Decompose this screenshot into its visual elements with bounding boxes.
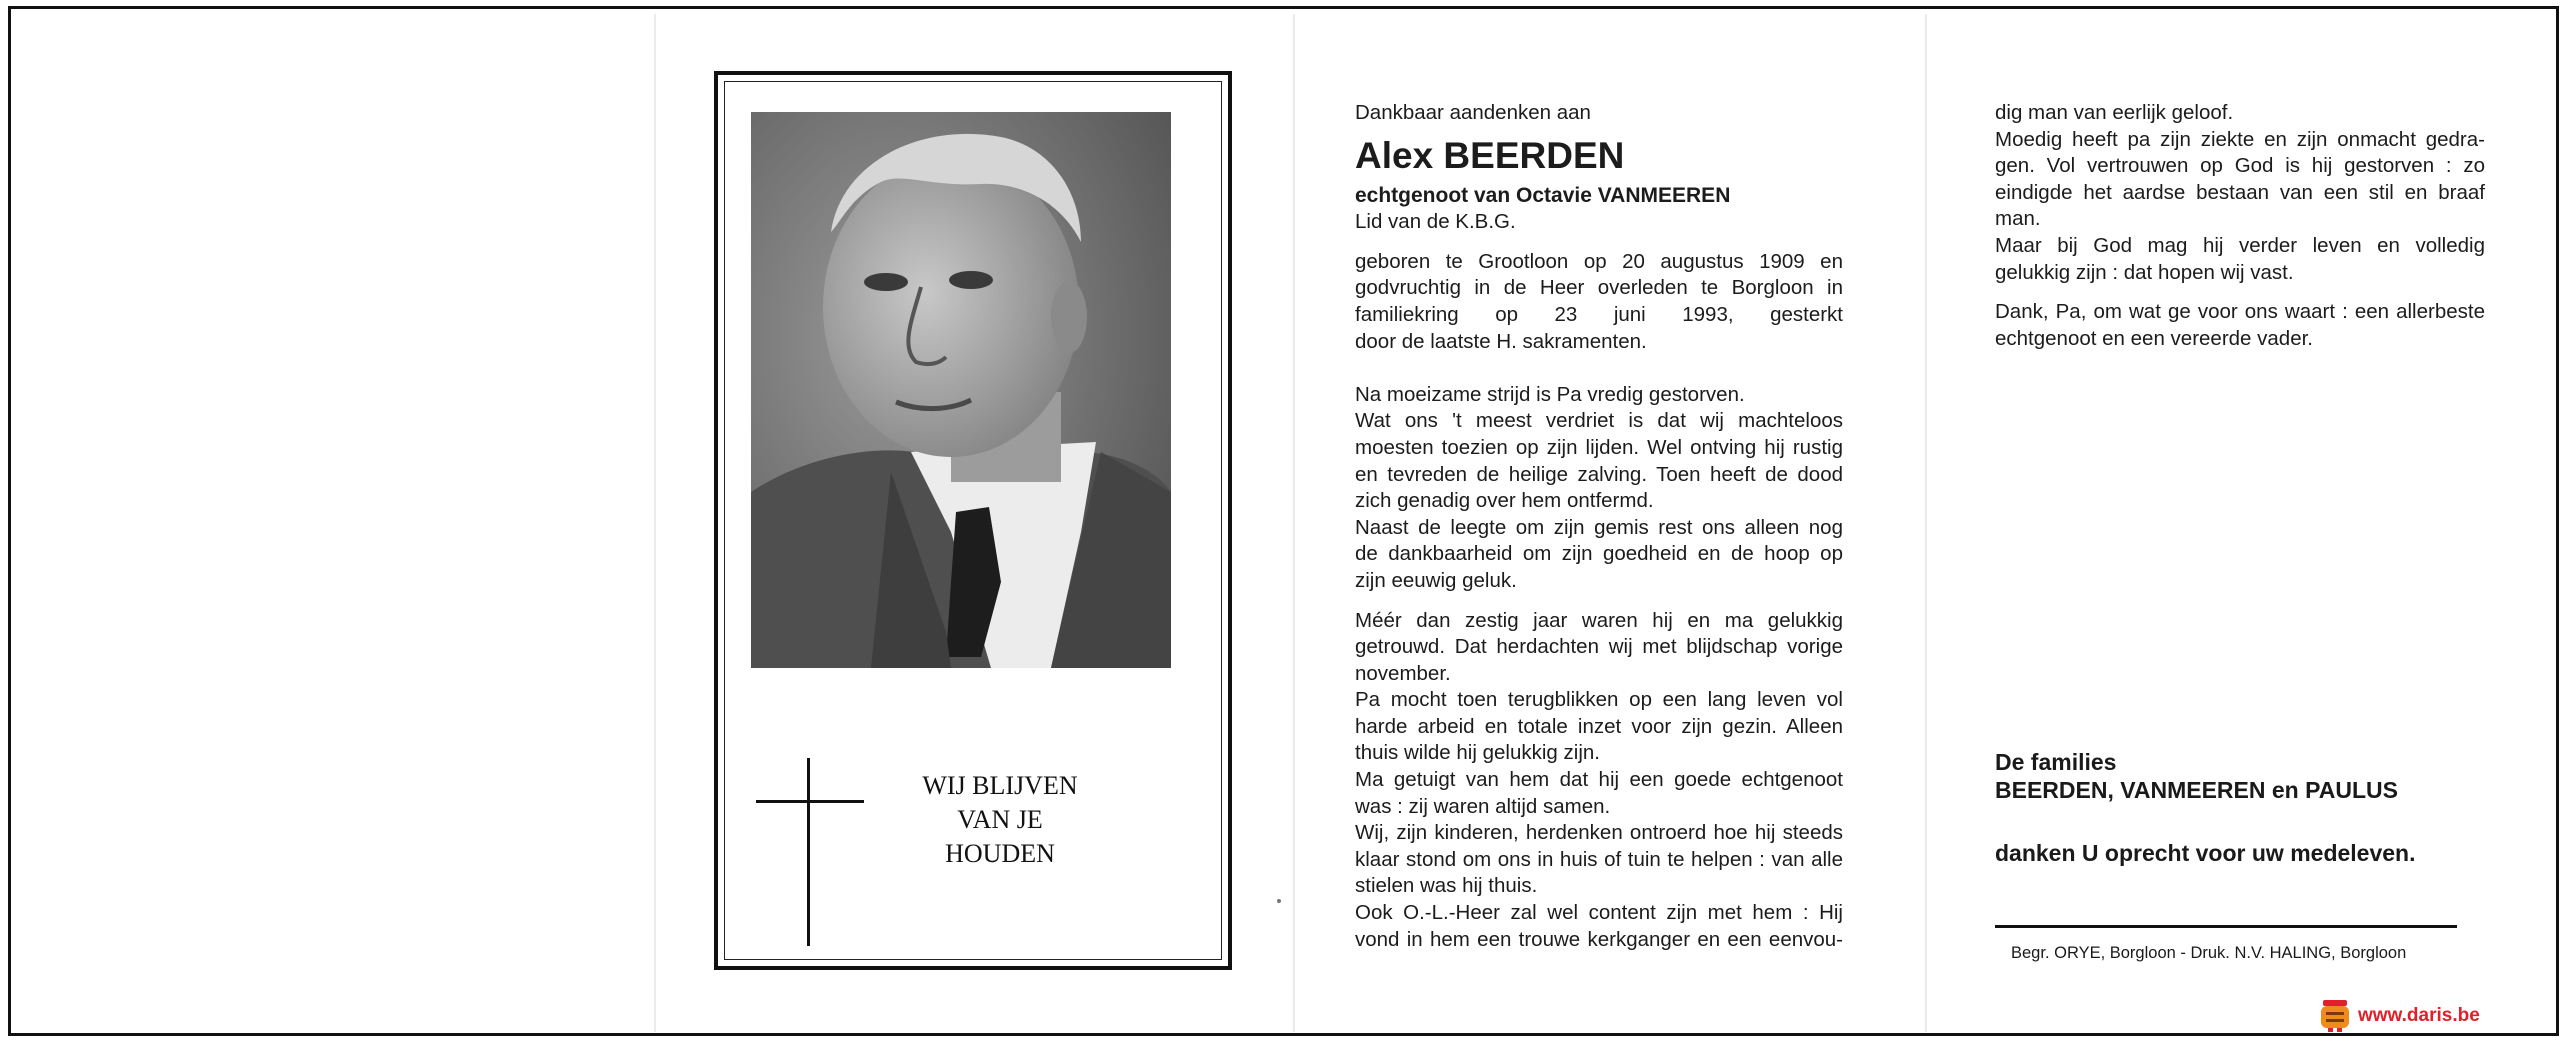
obituary-column-2 <box>1995 100 2485 352</box>
printer-credit: Begr. ORYE, Borgloon - Druk. N.V. HALING, Borgloon <box>2011 944 2407 962</box>
obituary-column-1 <box>1355 100 1843 953</box>
fold-line <box>1293 14 1295 1032</box>
motto-line: WIJ BLIJVEN <box>922 771 1078 800</box>
text-line: gen. Vol vertrouwen op God is hij gestorven : zo <box>1995 154 2485 178</box>
fold-line <box>654 14 656 1032</box>
text-line: Na moeizame strijd is Pa vredig gestorven. <box>1355 382 1745 406</box>
text-line: Dank, Pa, om wat ge voor ons waart : een allerbeste <box>1995 300 2485 324</box>
text-line: stielen was hij thuis. <box>1355 874 1538 898</box>
text-line: gelukkig zijn : dat hopen wij vast. <box>1995 260 2294 284</box>
text-line: Moedig heeft pa zijn ziekte en zijn onmacht gedra- <box>1995 127 2485 151</box>
text-line: en tevreden de heilige zalving. Toen heeft de dood <box>1355 462 1843 486</box>
gratitude-paragraph <box>1995 299 2485 352</box>
text-line: geboren te Grootloon op 20 augustus 1909 en <box>1355 249 1843 273</box>
text-line: moesten toezien op zijn lijden. Wel ontving hij rustig <box>1355 435 1843 459</box>
thanks-line: danken U oprecht voor uw medeleven. <box>1995 840 2416 866</box>
spouse-line: echtgenoot van Octavie VANMEEREN <box>1355 183 1731 207</box>
families-names: BEERDEN, VANMEEREN en PAULUS <box>1995 777 2398 803</box>
memorial-card-frame <box>714 71 1232 970</box>
speck <box>1277 899 1281 903</box>
text-line: Maar bij God mag hij verder leven en volledig <box>1995 233 2485 257</box>
watermark <box>2320 1000 2480 1032</box>
text-line: Ma getuigt van hem dat hij een goede echtgenoot <box>1355 768 1843 792</box>
families-heading: De families <box>1995 749 2117 775</box>
intro-line: Dankbaar aandenken aan <box>1355 101 1591 124</box>
text-line: dig man van eerlijk geloof. <box>1995 101 2234 124</box>
text-line: harde arbeid en totale inzet voor zijn gezin. Alleen <box>1355 714 1843 738</box>
text-line: eindigde het aardse bestaan van een stil en braaf <box>1995 180 2485 204</box>
text-line: klaar stond om ons in huis of tuin te helpen : van alle <box>1355 847 1843 871</box>
life-paragraph <box>1355 608 1843 954</box>
text-line: Pa mocht toen terugblikken op een lang leven vol <box>1355 688 1843 712</box>
daris-logo-icon <box>2320 1000 2350 1032</box>
text-line: thuis wilde hij gelukkig zijn. <box>1355 741 1600 765</box>
text-line: vond in hem een trouwe kerkganger en een eenvou- <box>1355 927 1843 951</box>
text-line: de dankbaarheid om zijn goedheid en de hoop op <box>1355 542 1843 566</box>
text-line: Wat ons 't meest verdriet is dat wij machteloos <box>1355 409 1843 433</box>
passing-paragraph <box>1355 382 1843 595</box>
portrait-photo-image <box>751 112 1171 668</box>
membership-line: Lid van de K.B.G. <box>1355 210 1516 234</box>
text-line: Naast de leegte om zijn gemis rest ons alleen nog <box>1355 515 1843 539</box>
divider <box>1995 925 2457 928</box>
deceased-name: Alex BEERDEN <box>1355 134 1625 176</box>
text-line: zijn eeuwig geluk. <box>1355 568 1517 592</box>
text-line: zich genadig over hem ontfermd. <box>1355 489 1654 513</box>
text-line: echtgenoot en een vereerde vader. <box>1995 326 2313 350</box>
text-line: familiekring op 23 juni 1993, gesterkt <box>1355 302 1843 326</box>
watermark-text: www.daris.be <box>2358 1005 2480 1026</box>
text-line: Ook O.-L.-Heer zal wel content zijn met hem : Hij <box>1355 901 1843 925</box>
text-line: getrouwd. Dat herdachten wij met blijdschap vorige <box>1355 635 1843 659</box>
birth-death-paragraph <box>1355 249 1843 355</box>
portrait-photo <box>751 112 1171 668</box>
text-line: was : zij waren altijd samen. <box>1355 794 1611 818</box>
motto-text <box>890 769 1110 871</box>
faith-paragraph <box>1995 100 2485 286</box>
text-line: man. <box>1995 207 2041 231</box>
text-line: door de laatste H. sakramenten. <box>1355 329 1647 353</box>
motto-line: HOUDEN <box>945 839 1055 868</box>
families-block <box>1995 748 2515 804</box>
text-line: godvruchtig in de Heer overleden te Borgloon in <box>1355 276 1843 300</box>
text-line: november. <box>1355 661 1451 685</box>
text-line: Méér dan zestig jaar waren hij en ma gelukkig <box>1355 608 1843 632</box>
fold-line <box>1925 14 1927 1032</box>
cross-icon <box>756 758 864 946</box>
motto-line: VAN JE <box>957 805 1043 834</box>
text-line: Wij, zijn kinderen, herdenken ontroerd hoe hij steeds <box>1355 821 1843 845</box>
